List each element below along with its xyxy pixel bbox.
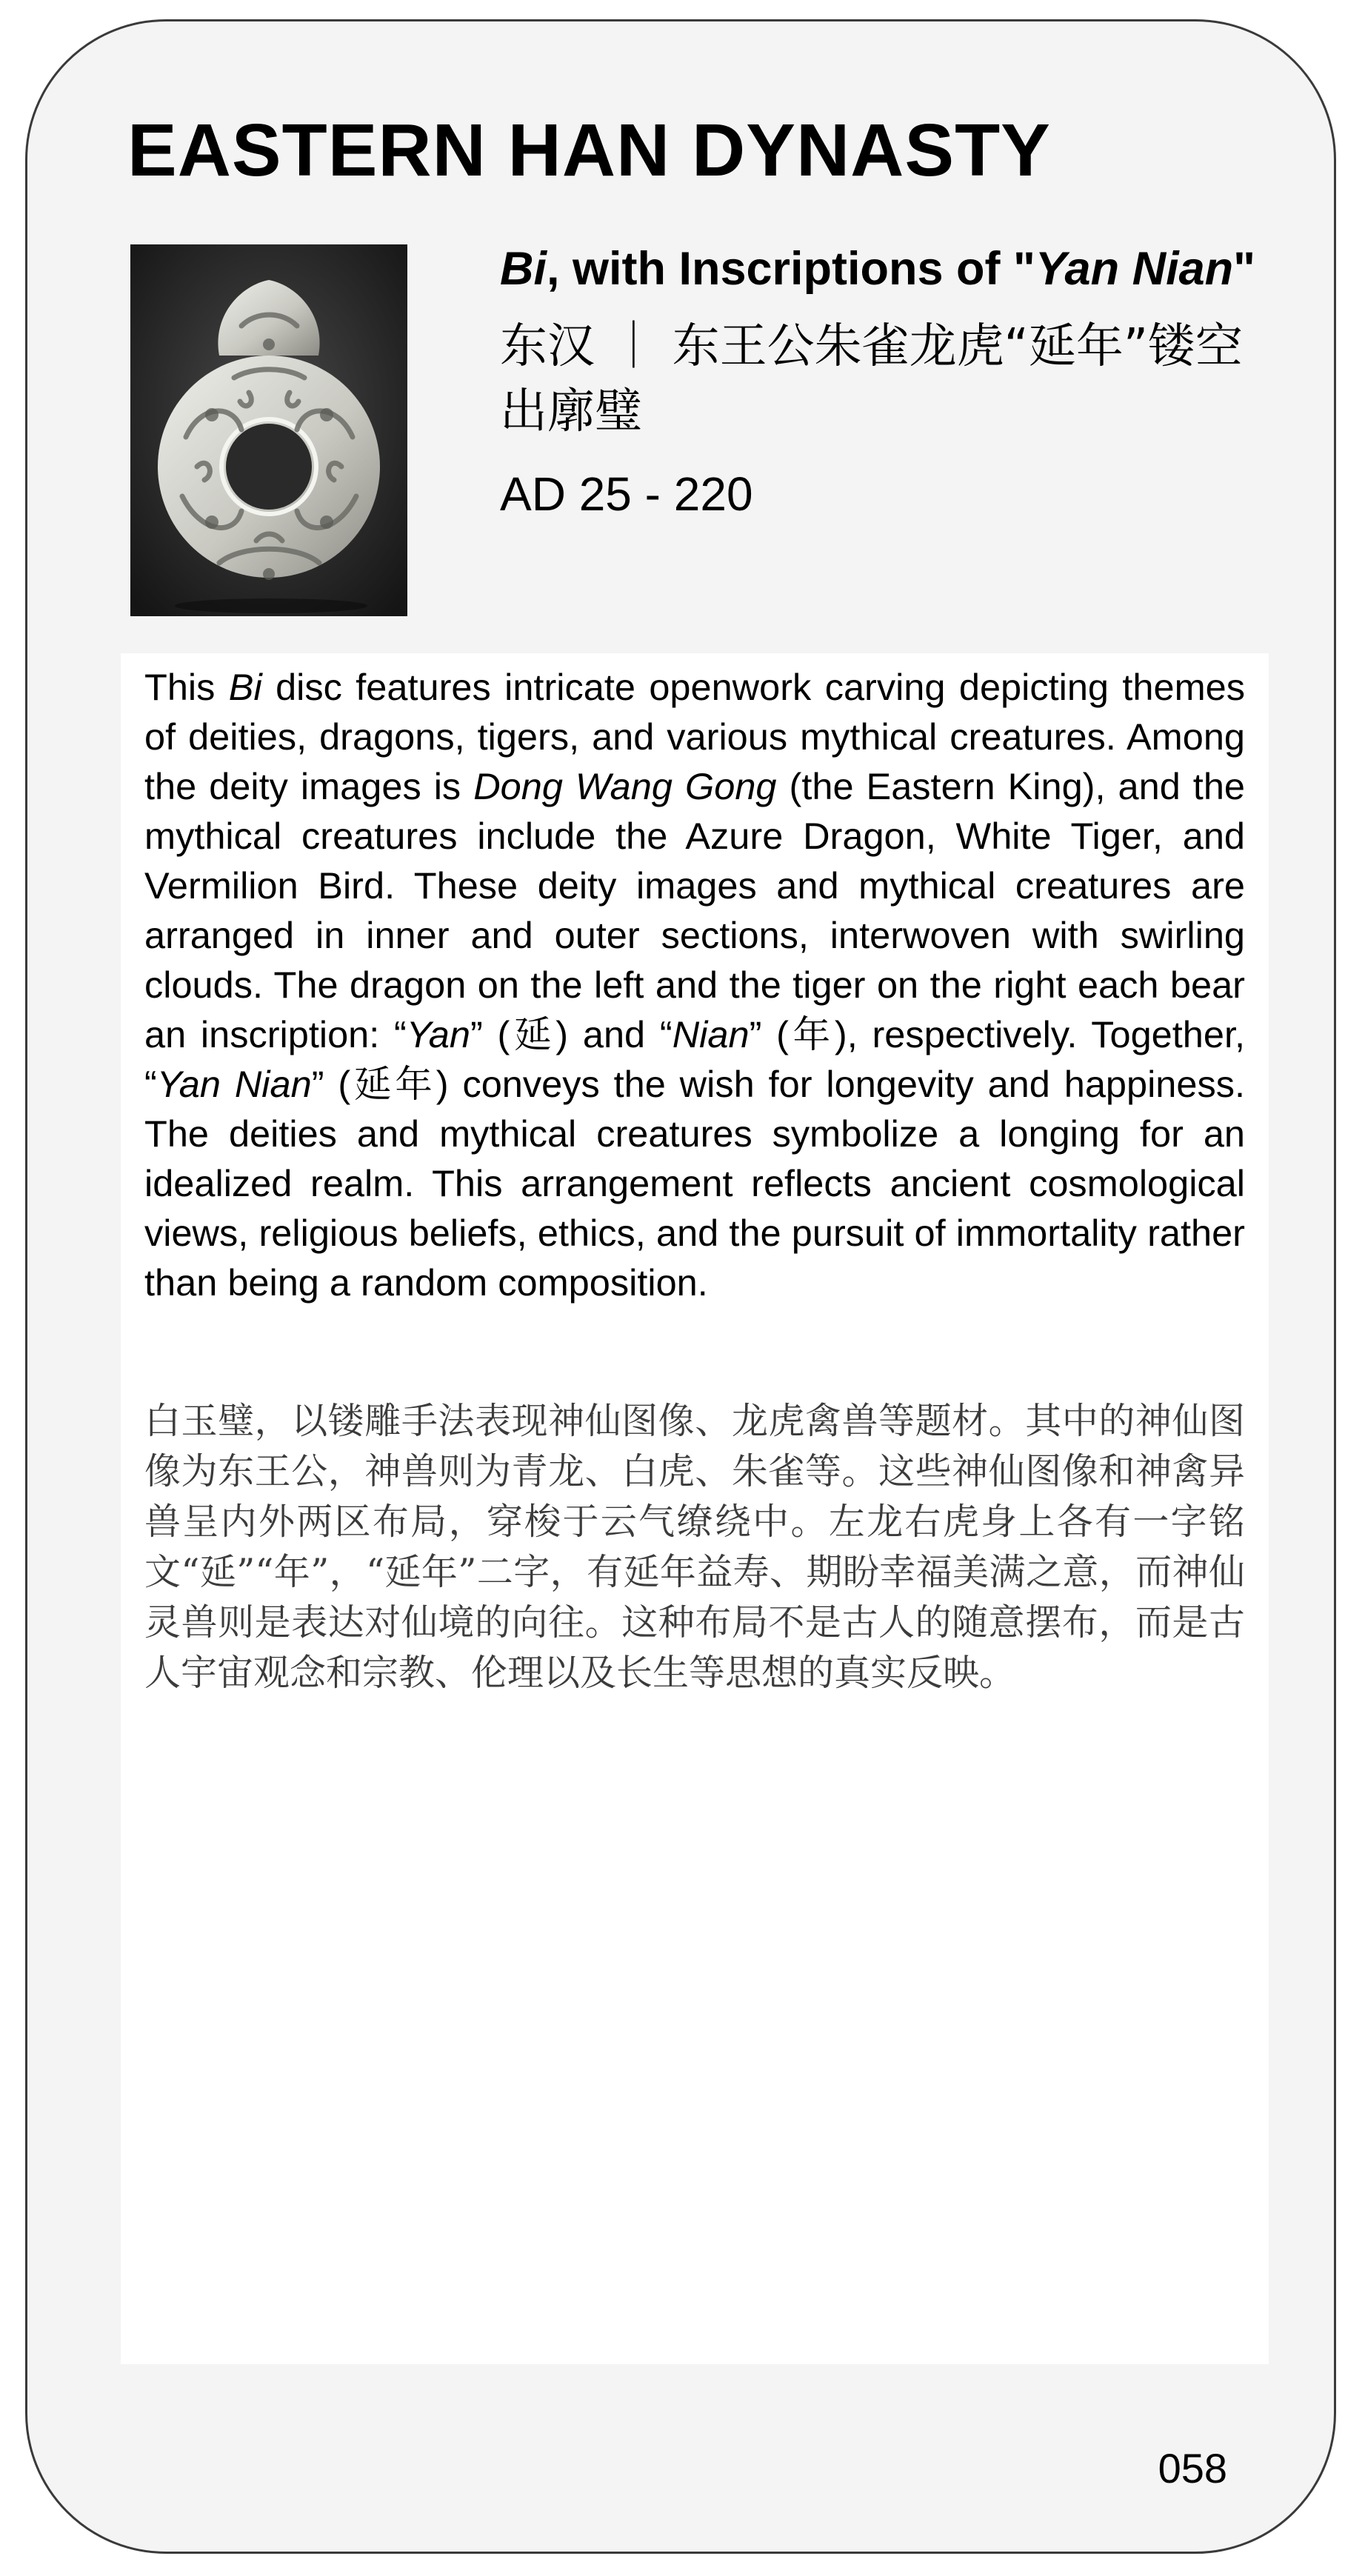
artifact-title-block — [500, 238, 1285, 521]
artifact-dates: AD 25 - 220 — [500, 467, 753, 521]
jade-bi-disc-image — [130, 244, 407, 616]
dynasty-heading: EASTERN HAN DYNASTY — [127, 109, 1051, 192]
artifact-title-zh: 东汉 ｜ 东王公朱雀龙虎“延年”镂空出廓璧 — [500, 318, 1243, 440]
description-chinese: 白玉璧，以镂雕手法表现神仙图像、龙虎禽兽等题材。其中的神仙图像为东王公，神兽则为青龙、白虎、朱雀等。这些神仙图像和神禽异兽呈内外两区布局，穿梭于云气缭绕中。左龙右虎身上各有一字铭文“延”“年”，“延年”二字，有延年益寿、期盼幸福美满之意，而神仙灵兽则是表达对仙境的向往。这种布局不是古人的随意摆布，而是古人宇宙观念和宗教、伦理以及长生等思想的真实反映。 — [144, 1400, 1245, 1694]
page-number: 058 — [1158, 2445, 1227, 2492]
description-english: This Bi disc features intricate openwork carving depicting themes of deities, dragons, tigers, and various mythical creatures. Among the deity images is Dong Wang Gong (the Eastern King), and the mythical creatures include the Azure Dragon, White Tiger, and Vermilion Bird. These deity images and mythical creatures are arranged in inner and outer sections, interwoven with swirling clouds. The dragon on the left and the tiger on the right each bear an inscription: “Yan” (延) and “Nian” (年), respectively. Together, “Yan Nian” (延年) conveys the wish for longevity and happiness. The deities and mythical creatures symbolize a longing for an idealized realm. This arrangement reflects ancient cosmological views, religious beliefs, ethics, and the pursuit of immortality rather than being a random composition. — [144, 666, 1246, 1304]
artifact-title-en: Bi, with Inscriptions of "Yan Nian" — [500, 243, 1255, 295]
description-panel — [121, 653, 1269, 2364]
